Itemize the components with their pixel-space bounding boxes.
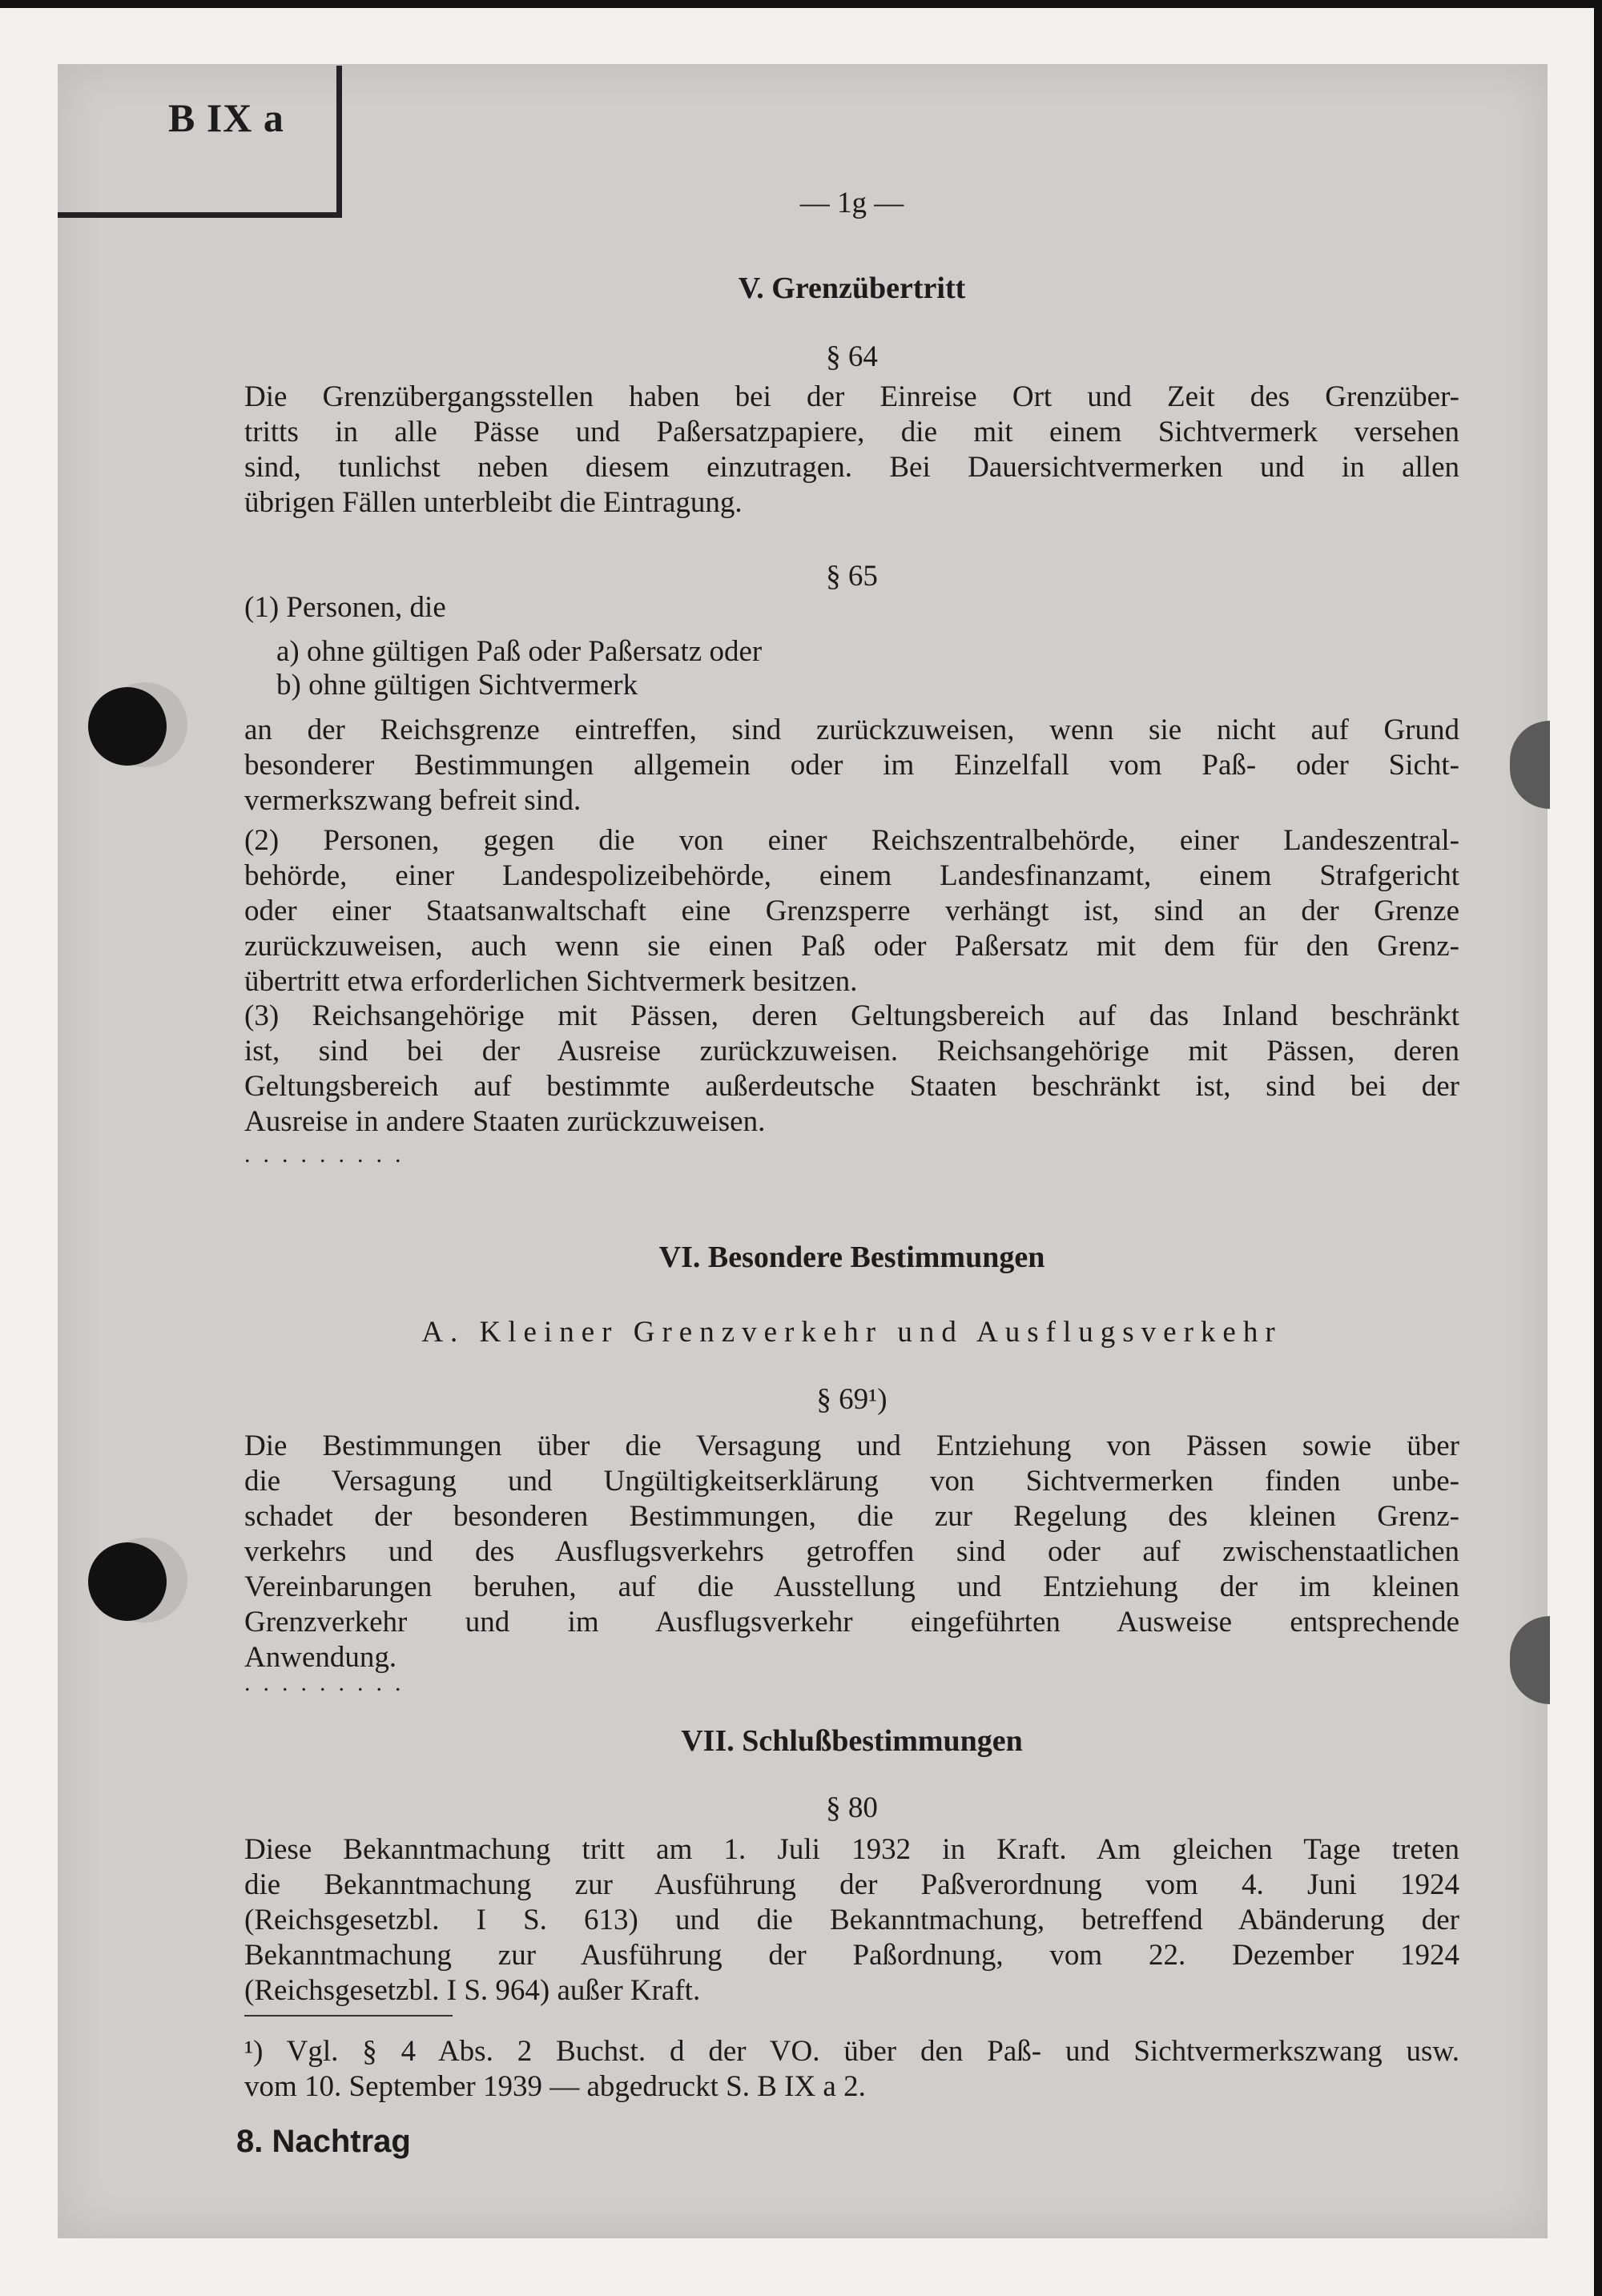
text-line: ¹) Vgl. § 4 Abs. 2 Buchst. d der VO. über den Paß- und Sichtvermerkszwang usw. bbox=[244, 2035, 1459, 2068]
paragraph-80-text bbox=[244, 1832, 1459, 2008]
footnote bbox=[244, 2034, 1459, 2105]
paragraph-64-number: § 64 bbox=[826, 340, 878, 373]
text-line: Anwendung. bbox=[244, 1641, 397, 1674]
corner-label: B IX a bbox=[168, 95, 284, 140]
omission-dots: ......... bbox=[244, 1141, 414, 1168]
omission-dots: ......... bbox=[244, 1670, 414, 1696]
section-v-title: V. Grenzübertritt bbox=[738, 271, 966, 305]
paragraph-64-text bbox=[244, 380, 1459, 521]
text-line: die Versagung und Ungültigkeitserklärung von Sichtvermerken finden unbe- bbox=[244, 1465, 1459, 1498]
text-line: Die Bestimmungen über die Versagung und Entziehung von Pässen sowie über bbox=[244, 1429, 1459, 1462]
text-line: Vereinbarungen beruhen, auf die Ausstellung und Entziehung der im kleinen bbox=[244, 1570, 1459, 1603]
page-number: — 1g — bbox=[799, 187, 904, 219]
paragraph-65-3-text bbox=[244, 999, 1459, 1140]
punch-hole-top bbox=[88, 687, 167, 766]
punch-hole-bottom bbox=[88, 1542, 167, 1621]
text-line: Die Grenzübergangsstellen haben bei der Einreise Ort und Zeit des Grenzüber- bbox=[244, 380, 1459, 413]
text-line: (2) Personen, gegen die von einer Reichszentralbehörde, einer Landeszentral- bbox=[244, 824, 1459, 857]
paragraph-65-1-text bbox=[244, 713, 1459, 818]
text-line: behörde, einer Landespolizeibehörde, einem Landesfinanzamt, einem Strafgericht bbox=[244, 859, 1459, 892]
paragraph-65-number: § 65 bbox=[826, 560, 878, 593]
text-line: Bekanntmachung zur Ausführung der Paßordnung, vom 22. Dezember 1924 bbox=[244, 1939, 1459, 1972]
paragraph-69-number: § 69¹) bbox=[816, 1383, 888, 1416]
text-line: übertritt etwa erforderlichen Sichtvermerk besitzen. bbox=[244, 965, 858, 998]
section-vi-title: VI. Besondere Bestimmungen bbox=[658, 1240, 1045, 1274]
section-vii-title: VII. Schlußbestimmungen bbox=[681, 1724, 1023, 1758]
text-line: die Bekanntmachung zur Ausführung der Paßverordnung vom 4. Juni 1924 bbox=[244, 1868, 1459, 1901]
paragraph-65-intro: (1) Personen, die bbox=[244, 591, 446, 624]
text-line: (3) Reichsangehörige mit Pässen, deren Geltungsbereich auf das Inland beschränkt bbox=[244, 999, 1459, 1032]
paragraph-65-2-text bbox=[244, 823, 1459, 999]
paragraph-80-number: § 80 bbox=[826, 1791, 878, 1824]
text-line: vom 10. September 1939 — abgedruckt S. B IX a 2. bbox=[244, 2070, 866, 2103]
section-vi-subtitle: A. Kleiner Grenzverkehr und Ausflugsverkehr bbox=[421, 1316, 1282, 1349]
text-line: zurückzuweisen, auch wenn sie einen Paß oder Paßersatz mit dem für den Grenz- bbox=[244, 930, 1459, 963]
text-line: verkehrs und des Ausflugsverkehrs getroffen sind oder auf zwischenstaatlichen bbox=[244, 1535, 1459, 1568]
text-line: oder einer Staatsanwaltschaft eine Grenzsperre verhängt ist, sind an der Grenze bbox=[244, 895, 1459, 927]
text-line: besonderer Bestimmungen allgemein oder im Einzelfall vom Paß- oder Sicht- bbox=[244, 749, 1459, 782]
text-line: Ausreise in andere Staaten zurückzuweisen. bbox=[244, 1105, 766, 1138]
text-line: schadet der besonderen Bestimmungen, die zur Regelung des kleinen Grenz- bbox=[244, 1500, 1459, 1533]
paragraph-69-text bbox=[244, 1429, 1459, 1675]
text-line: Grenzverkehr und im Ausflugsverkehr eingeführten Ausweise entsprechende bbox=[244, 1606, 1459, 1639]
footnote-rule bbox=[244, 2015, 453, 2017]
text-line: Geltungsbereich auf bestimmte außerdeutsche Staaten beschränkt ist, sind bei der bbox=[244, 1070, 1459, 1103]
text-line: ist, sind bei der Ausreise zurückzuweisen. Reichsangehörige mit Pässen, deren bbox=[244, 1035, 1459, 1068]
text-line: an der Reichsgrenze eintreffen, sind zurückzuweisen, wenn sie nicht auf Grund bbox=[244, 714, 1459, 746]
text-line: Diese Bekanntmachung tritt am 1. Juli 1932 in Kraft. Am gleichen Tage treten bbox=[244, 1833, 1459, 1866]
text-line: tritts in alle Pässe und Paßersatzpapiere, die mit einem Sichtvermerk versehen bbox=[244, 416, 1459, 448]
text-line: übrigen Fällen unterbleibt die Eintragung. bbox=[244, 486, 743, 519]
text-line: (Reichsgesetzbl. I S. 613) und die Bekanntmachung, betreffend Abänderung der bbox=[244, 1904, 1459, 1936]
text-line: vermerkszwang befreit sind. bbox=[244, 784, 582, 817]
text-line: (Reichsgesetzbl. I S. 964) außer Kraft. bbox=[244, 1974, 701, 2007]
supplement-label: 8. Nachtrag bbox=[236, 2124, 411, 2159]
paragraph-65-item-a: a) ohne gültigen Paß oder Paßersatz oder bbox=[276, 635, 763, 668]
paragraph-65-item-b: b) ohne gültigen Sichtvermerk bbox=[276, 669, 638, 702]
text-line: sind, tunlichst neben diesem einzutragen. Bei Dauersichtvermerken und in allen bbox=[244, 451, 1459, 484]
